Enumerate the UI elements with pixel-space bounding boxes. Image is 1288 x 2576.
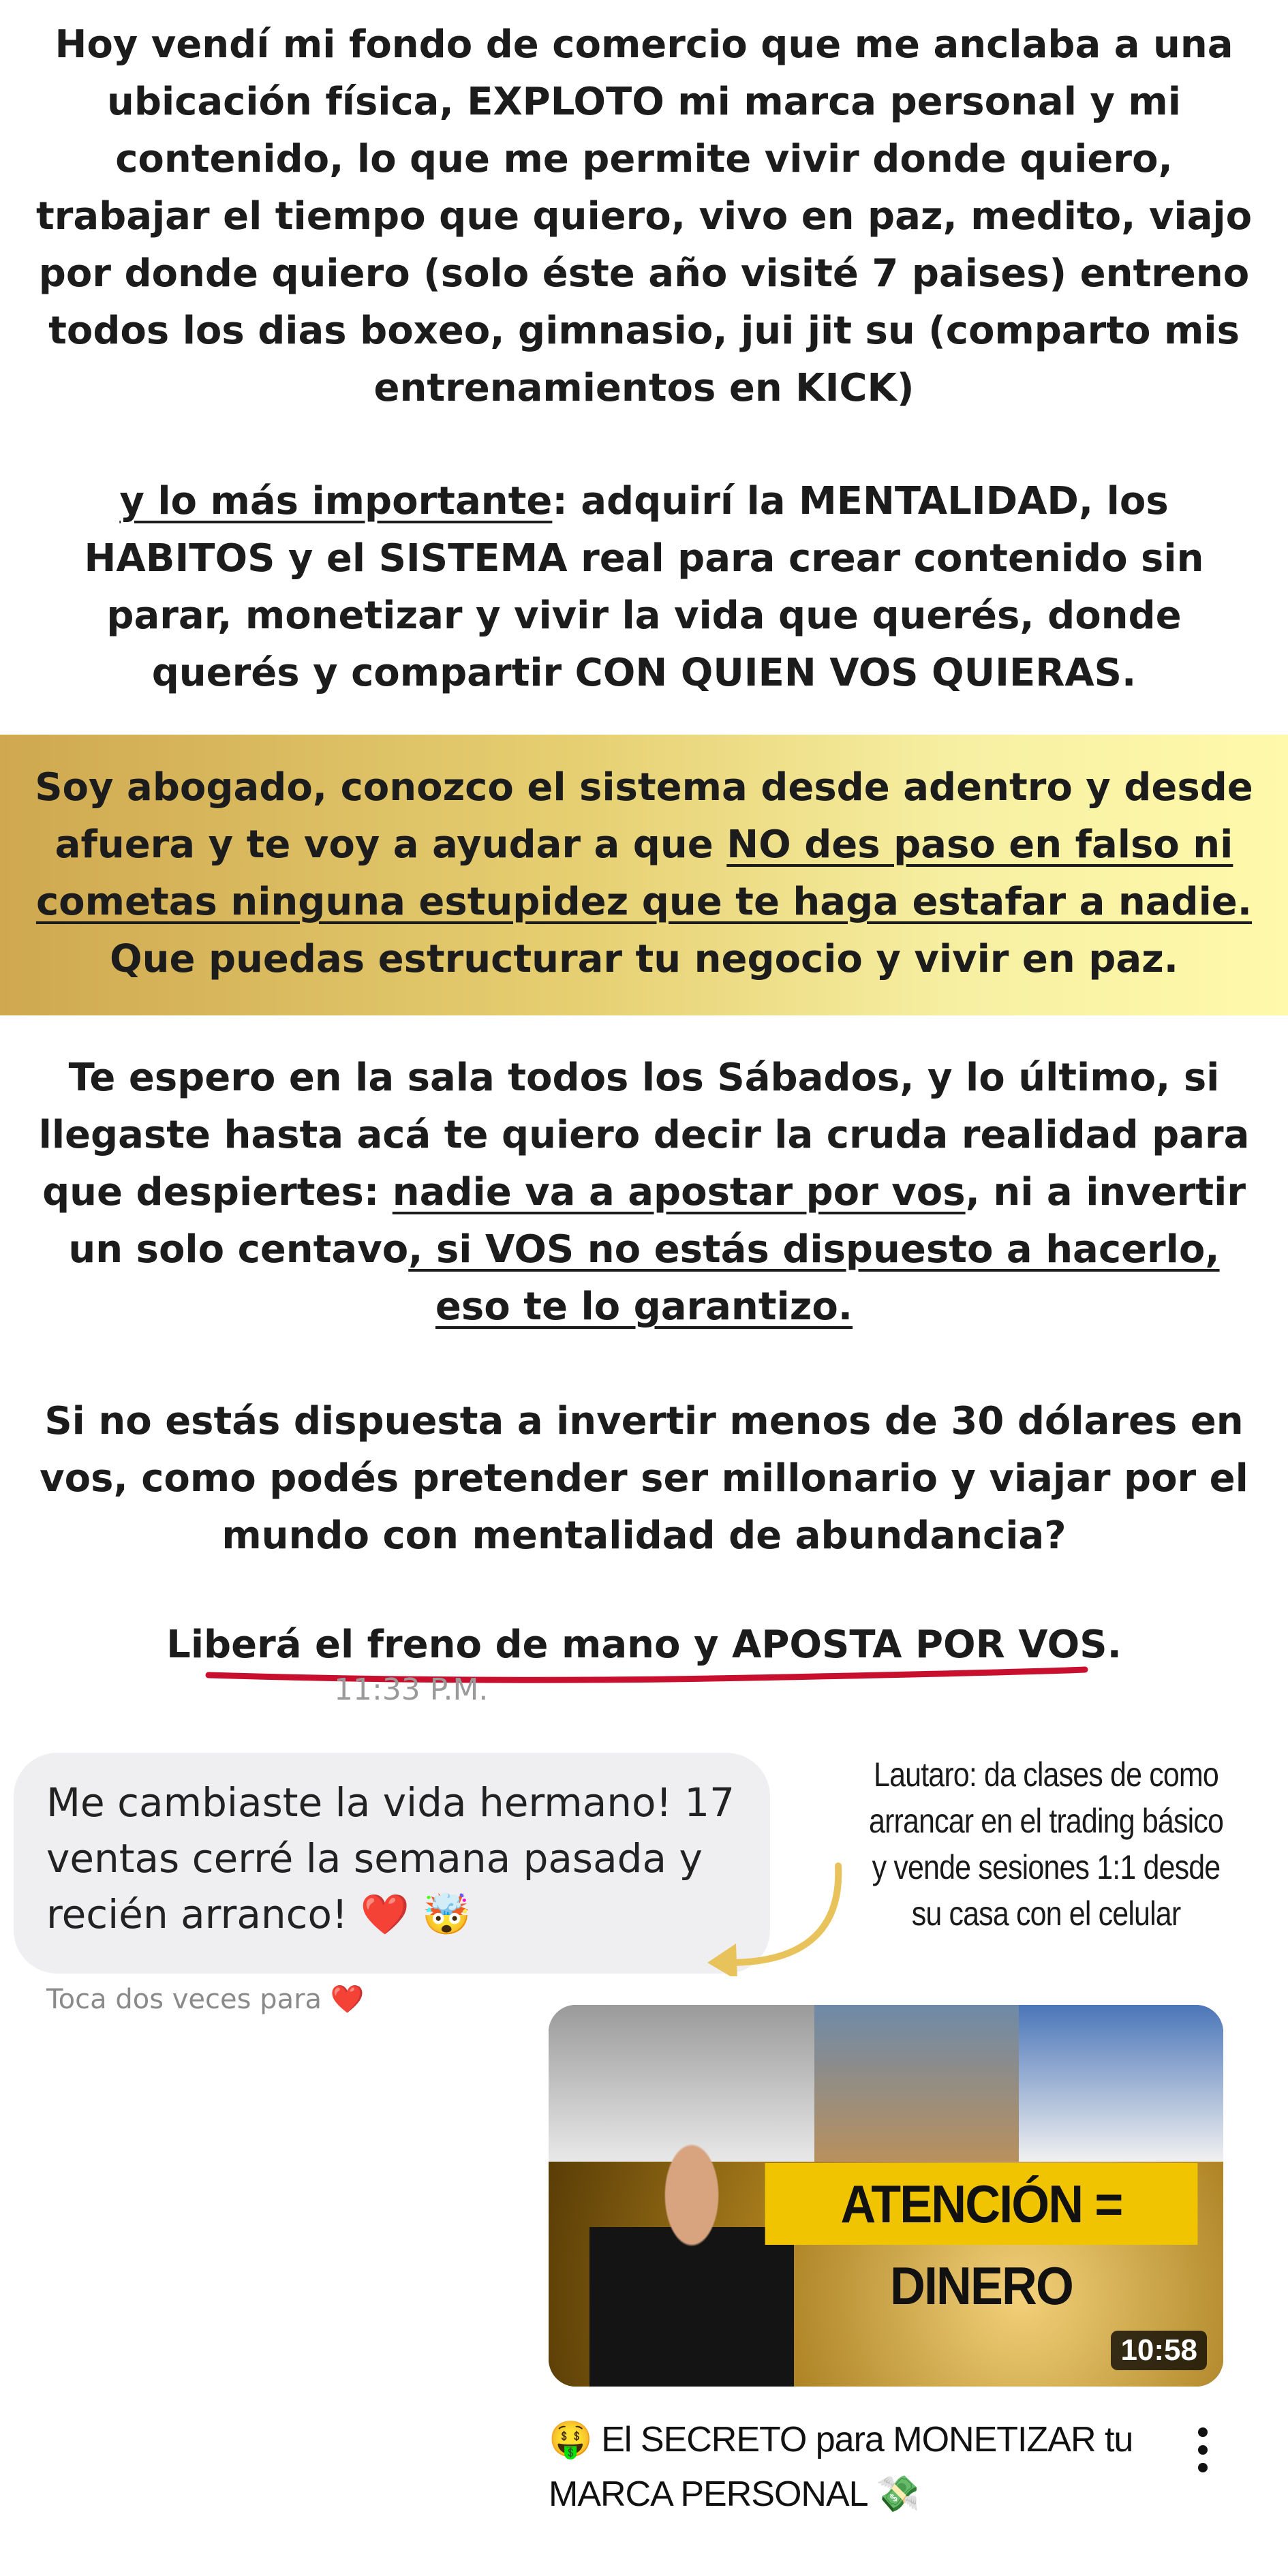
intro-paragraph: Hoy vendí mi fondo de comercio que me anclaba a una ubicación física, EXPLOTO mi marca personal y mi contenido, lo que me permite vivir donde quiero, trabajar el tiempo que quiero, vivo en paz, medito, viajo por donde quiero (solo éste año visité 7 paises) entreno todos los dias boxeo, gimnasio, jui jit su (comparto mis entrenamientos en KICK) — [35, 22, 1253, 410]
lawyer-tail: Que puedas estructurar tu negocio y vivir en paz. — [110, 937, 1178, 981]
lawyer-underline: NO des paso en falso ni cometas ninguna estupidez que te haga estafar a nadie. — [35, 823, 1253, 924]
reality-underline-1: nadie va a apostar por vos — [392, 1170, 966, 1214]
invest-paragraph: Si no estás dispuesta a invertir menos de 30 dólares en vos, como podés pretender ser millonario y viajar por el mundo con mentalidad de abundancia? — [40, 1399, 1248, 1558]
heart-icon: ❤️ — [330, 1984, 365, 2015]
cta-period: . — [1107, 1623, 1122, 1667]
video-title-text: El SECRETO para MONETIZAR tu MARCA PERSONAL — [549, 2420, 1133, 2514]
message-timestamp: 11:33 P.M. — [334, 1672, 489, 1707]
double-tap-hint — [46, 1983, 365, 2015]
video-duration: 10:58 — [1111, 2331, 1207, 2370]
mindset-paragraph — [27, 473, 1261, 702]
mind-blown-icon: 🤯 — [422, 1891, 472, 1937]
reality-paragraph — [27, 1049, 1261, 1336]
red-heart-icon: ❤️ — [360, 1891, 410, 1937]
video-thumbnail[interactable] — [549, 2005, 1223, 2387]
lawyer-lead: Soy abogado, conozco el sistema desde adentro y desde afuera y te voy a ayudar a que — [35, 765, 1253, 867]
reality-middle: , ni a invertir un solo centavo — [68, 1170, 1246, 1272]
thumbnail-banner: ATENCIÓN = DINERO — [765, 2163, 1198, 2245]
presenter-image — [589, 2121, 794, 2387]
travel-image — [1019, 2005, 1223, 2162]
money-face-icon: 🤑 — [549, 2420, 592, 2459]
reality-underline-2: , si VOS no estás dispuesto a hacerlo, eso te lo garantizo. — [408, 1227, 1220, 1329]
testimonial-annotation: Lautaro: da clases de como arrancar en el trading básico y vende sesiones 1:1 desde su casa con el celular — [868, 1755, 1224, 1933]
chat-message-text: Me cambiaste la vida hermano! 17 ventas cerré la semana pasada y recién arranco! — [46, 1779, 735, 1937]
video-title[interactable] — [549, 2412, 1182, 2521]
cta-text: Liberá el freno de mano y APOSTA POR VOS — [166, 1623, 1107, 1667]
curved-arrow-icon — [702, 1860, 852, 1976]
double-tap-hint-text: Toca dos veces para — [46, 1984, 331, 2015]
money-image — [814, 2005, 1019, 2162]
chat-message — [46, 1775, 755, 1942]
more-options-icon[interactable] — [1189, 2423, 1216, 2477]
reality-lead: Te espero en la sala todos los Sábados, y lo último, si llegaste hasta acá te quiero decir la cruda realidad para que despiertes: — [38, 1056, 1250, 1214]
money-wings-icon: 💸 — [876, 2474, 919, 2514]
mindset-text: : adquirí la MENTALIDAD, los HABITOS y el SISTEMA real para crear contenido sin parar, monetizar y vivir la vida que querés, donde querés y compartir CON QUIEN VOS QUIERAS. — [84, 479, 1204, 695]
important-underline: y lo más importante — [119, 479, 553, 523]
lawyer-paragraph — [27, 759, 1261, 988]
